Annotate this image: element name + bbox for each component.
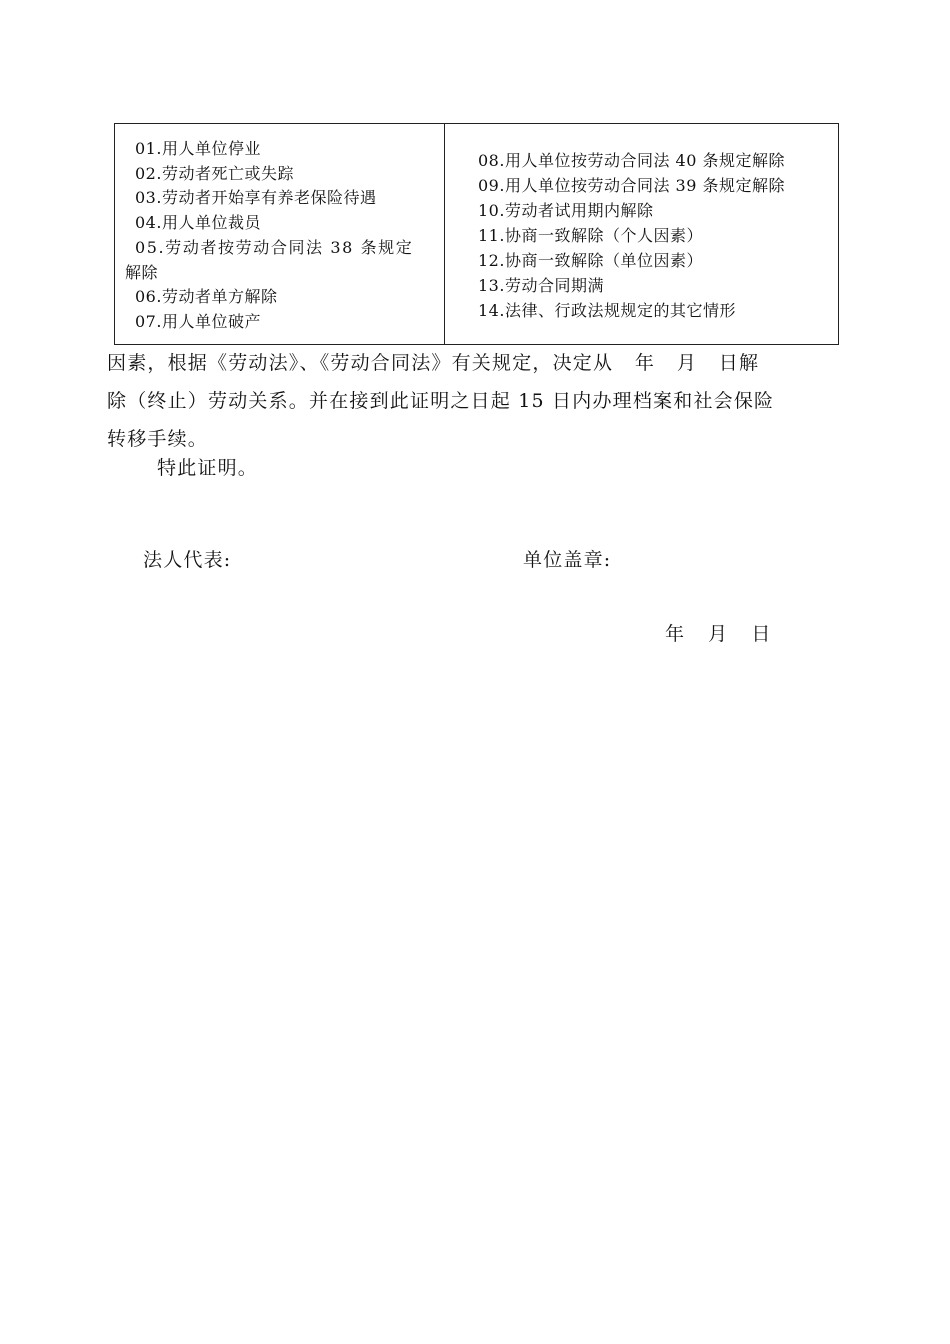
reason-item: 08.用人单位按劳动合同法 40 条规定解除 xyxy=(478,151,785,170)
reason-column-left xyxy=(115,124,445,344)
body-line: 除（终止）劳动关系。并在接到此证明之日起 15 日内办理档案和社会保险 xyxy=(107,390,775,412)
reason-item-continuation: 解除 xyxy=(125,262,159,282)
reason-item: 14.法律、行政法规规定的其它情形 xyxy=(478,301,736,320)
reason-item: 13.劳动合同期满 xyxy=(478,276,604,295)
certificate-body-paragraph xyxy=(107,344,847,458)
termination-reason-table xyxy=(114,123,839,345)
legal-representative-label: 法人代表: xyxy=(143,549,232,571)
reason-item: 06.劳动者单方解除 xyxy=(135,287,278,307)
reason-column-right xyxy=(445,124,838,344)
certification-statement: 特此证明。 xyxy=(157,457,259,479)
reason-item: 04.用人单位裁员 xyxy=(135,213,261,233)
reason-item: 10.劳动者试用期内解除 xyxy=(478,201,654,220)
reason-item: 01.用人单位停业 xyxy=(135,139,261,158)
signature-date: 年 月 日 xyxy=(665,623,771,645)
reason-item: 02.劳动者死亡或失踪 xyxy=(135,163,294,183)
reason-item: 11.协商一致解除（个人因素） xyxy=(478,226,703,245)
reason-item: 05.劳动者按劳动合同法 38 条规定 xyxy=(135,237,414,257)
body-line: 因素，根据《劳动法》、《劳动合同法》有关规定，决定从 年 月 日解 xyxy=(107,352,760,374)
reason-item: 03.劳动者开始享有养老保险待遇 xyxy=(135,188,377,208)
body-line: 转移手续。 xyxy=(107,428,209,450)
reason-item: 07.用人单位破产 xyxy=(135,311,261,331)
company-seal-label: 单位盖章: xyxy=(523,549,612,571)
reason-item: 09.用人单位按劳动合同法 39 条规定解除 xyxy=(478,176,785,195)
reason-item: 12.协商一致解除（单位因素） xyxy=(478,251,703,270)
